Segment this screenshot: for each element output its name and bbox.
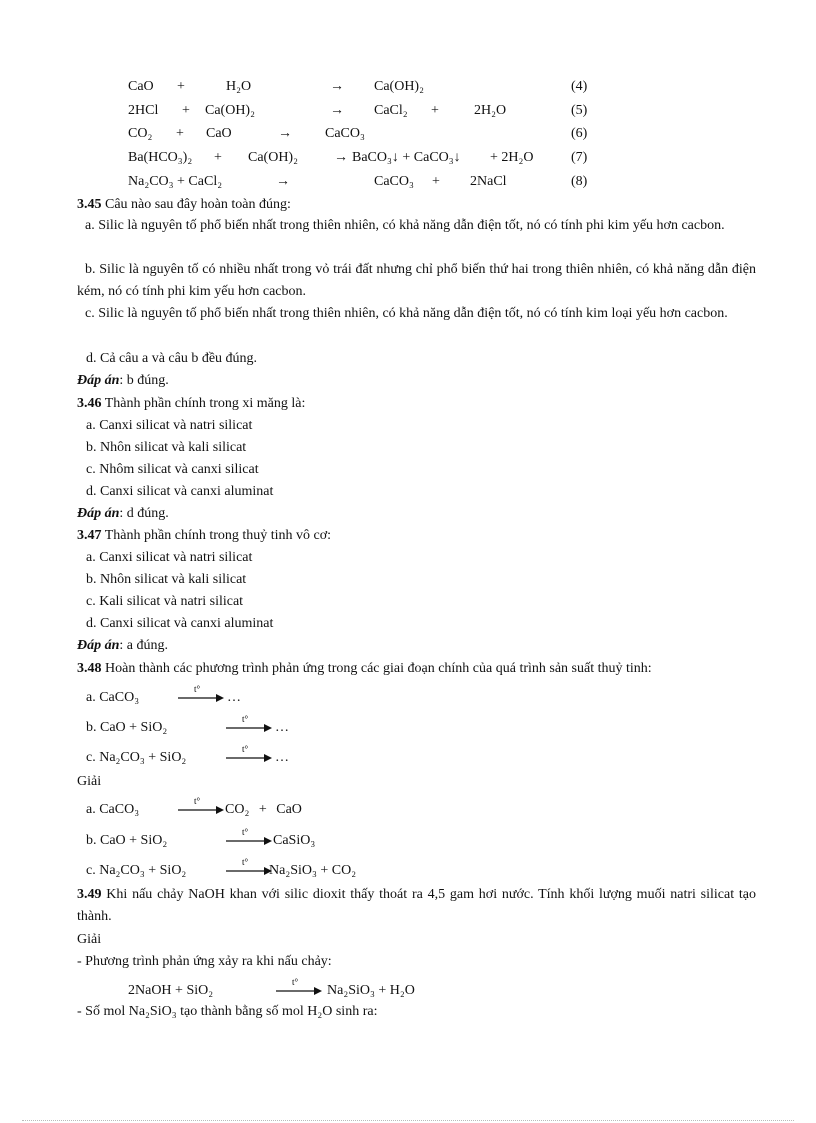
eq-cell: Ba(HCO₃)₂	[128, 150, 193, 165]
answer-label: Đáp án	[77, 638, 120, 653]
question-number: 3.48	[77, 661, 102, 676]
option-d: d. Cả câu a và câu b đều đúng.	[86, 351, 258, 366]
eq-right: Na₂SiO₃ + H₂O	[327, 983, 415, 998]
eq-cell: +	[182, 103, 190, 118]
question-text: Hoàn thành các phương trình phản ứng trong các giai đoạn chính của quá trình sản suất thuỷ tinh:	[105, 661, 652, 676]
eq-cell: 2NaCl	[470, 174, 507, 189]
arrow-label: t°	[242, 857, 249, 867]
eq-cell: CaO	[206, 126, 232, 141]
arrow-label: t°	[194, 684, 201, 694]
eq-right: …	[275, 750, 289, 765]
question-text: Khi nấu chảy NaOH khan với silic dioxit thấy thoát ra 4,5 gam hơi nước. Tính khối lượng muối natri silicat tạo thành.	[77, 887, 757, 924]
eq-left: b. CaO + SiO₂	[86, 720, 168, 735]
question-number: 3.45	[77, 197, 102, 212]
reaction-arrow-icon	[276, 977, 324, 997]
answer-value: : d đúng.	[119, 506, 169, 521]
eq-cell: Ca(OH)₂	[374, 79, 424, 94]
option-a: a. Canxi silicat và natri silicat	[86, 418, 253, 433]
solution-step-2: - Số mol Na₂SiO₃ tạo thành bằng số mol H₂O sinh ra:	[77, 1004, 378, 1019]
option-c: c. Nhôm silicat và canxi silicat	[86, 462, 259, 477]
eq-cell: CaCO₃	[374, 174, 414, 189]
question-3-47	[77, 527, 331, 545]
eq-cell: 2H₂O	[474, 103, 507, 118]
question-text: Thành phần chính trong thuỷ tinh vô cơ:	[104, 528, 332, 543]
solution-label: Giải	[77, 774, 102, 789]
arrow-label: t°	[242, 714, 249, 724]
answer-value: : a đúng.	[119, 638, 169, 653]
option-a: a. Silic là nguyên tố phổ biến nhất trong thiên nhiên, có khả năng dẫn điện tốt, nó có tính phi kim yếu hơn cacbon.	[85, 218, 725, 233]
arrow-label: t°	[242, 827, 249, 837]
question-3-48	[77, 660, 652, 678]
eq-right: …	[275, 720, 289, 735]
eq-left: c. Na₂CO₃ + SiO₂	[86, 863, 187, 878]
reaction-arrow-icon	[226, 827, 274, 847]
question-number: 3.47	[77, 528, 102, 543]
answer-line	[77, 637, 168, 655]
solution-label: Giải	[77, 932, 102, 947]
eq-cell: +	[214, 150, 222, 165]
option-d: d. Canxi silicat và canxi aluminat	[86, 484, 274, 499]
eq-cell: +	[177, 79, 185, 94]
eq-cell: CaO	[128, 79, 154, 94]
eq-cell: →	[278, 126, 292, 141]
option-c: c. Silic là nguyên tố phổ biến nhất trong thiên nhiên, có khả năng dẫn điện tốt, nó có tính kim loại yếu hơn cacbon.	[85, 306, 728, 321]
eq-left: a. CaCO₃	[86, 802, 140, 817]
eq-cell: →	[334, 150, 348, 165]
eq-cell: Ca(OH)₂	[205, 103, 255, 118]
eq-number: (5)	[571, 103, 588, 118]
answer-value: : b đúng.	[119, 373, 169, 388]
question-text: Câu nào sau đây hoàn toàn đúng:	[105, 197, 291, 212]
eq-right: CO₂ + CaO	[225, 802, 302, 817]
question-number: 3.46	[77, 396, 102, 411]
eq-cell: CaCl₂	[374, 103, 408, 118]
eq-left: 2NaOH + SiO₂	[128, 983, 214, 998]
eq-number: (7)	[571, 150, 588, 165]
eq-cell: 2HCl	[128, 103, 159, 118]
arrow-label: t°	[194, 796, 201, 806]
option-d: d. Canxi silicat và canxi aluminat	[86, 616, 274, 631]
eq-cell: + 2H₂O	[490, 150, 534, 165]
reaction-arrow-icon	[226, 744, 274, 764]
reaction-arrow-icon	[226, 857, 274, 877]
arrow-label: t°	[242, 744, 249, 754]
page-bottom-divider	[22, 1120, 794, 1121]
eq-number: (6)	[571, 126, 588, 141]
solution-step-1: - Phương trình phản ứng xảy ra khi nấu chảy:	[77, 954, 332, 969]
eq-cell: Ca(OH)₂	[248, 150, 298, 165]
option-b: b. Nhôn silicat và kali silicat	[86, 572, 247, 587]
eq-right: Na₂SiO₃ + CO₂	[269, 863, 357, 878]
eq-left: c. Na₂CO₃ + SiO₂	[86, 750, 187, 765]
eq-cell: →	[330, 103, 344, 118]
question-3-46	[77, 395, 305, 413]
question-text: Thành phần chính trong xi măng là:	[104, 396, 306, 411]
eq-right: CaSiO₃	[273, 833, 316, 848]
eq-number: (4)	[571, 79, 588, 94]
reaction-arrow-icon	[226, 714, 274, 734]
eq-cell: →	[276, 174, 290, 189]
eq-cell: CaCO₃	[325, 126, 365, 141]
reaction-arrow-icon	[178, 684, 226, 704]
answer-line	[77, 505, 169, 523]
eq-right: …	[227, 690, 241, 705]
eq-number: (8)	[571, 174, 588, 189]
question-3-49	[77, 884, 756, 928]
answer-label: Đáp án	[77, 373, 120, 388]
eq-left: a. CaCO₃	[86, 690, 140, 705]
eq-left: b. CaO + SiO₂	[86, 833, 168, 848]
answer-line	[77, 372, 169, 390]
question-number: 3.49	[77, 887, 102, 902]
question-3-45	[77, 196, 291, 214]
eq-cell: +	[176, 126, 184, 141]
eq-cell: +	[432, 174, 440, 189]
eq-cell: +	[431, 103, 439, 118]
eq-cell: →	[330, 79, 344, 94]
eq-cell: Na₂CO₃ + CaCl₂	[128, 174, 223, 189]
option-c: c. Kali silicat và natri silicat	[86, 594, 244, 609]
reaction-arrow-icon	[178, 796, 226, 816]
answer-label: Đáp án	[77, 506, 120, 521]
eq-cell: BaCO₃↓ + CaCO₃↓	[352, 150, 461, 165]
eq-cell: CO₂	[128, 126, 153, 141]
eq-cell: H₂O	[226, 79, 252, 94]
arrow-label: t°	[292, 977, 299, 987]
option-a: a. Canxi silicat và natri silicat	[86, 550, 253, 565]
option-b: b. Silic là nguyên tố có nhiều nhất trong vỏ trái đất nhưng chỉ phổ biến thứ hai trong thiên nhiên, có khả năng dẫn điện kém, nó có tính phi kim yếu hơn cacbon.	[77, 262, 756, 299]
option-b: b. Nhôn silicat và kali silicat	[86, 440, 247, 455]
